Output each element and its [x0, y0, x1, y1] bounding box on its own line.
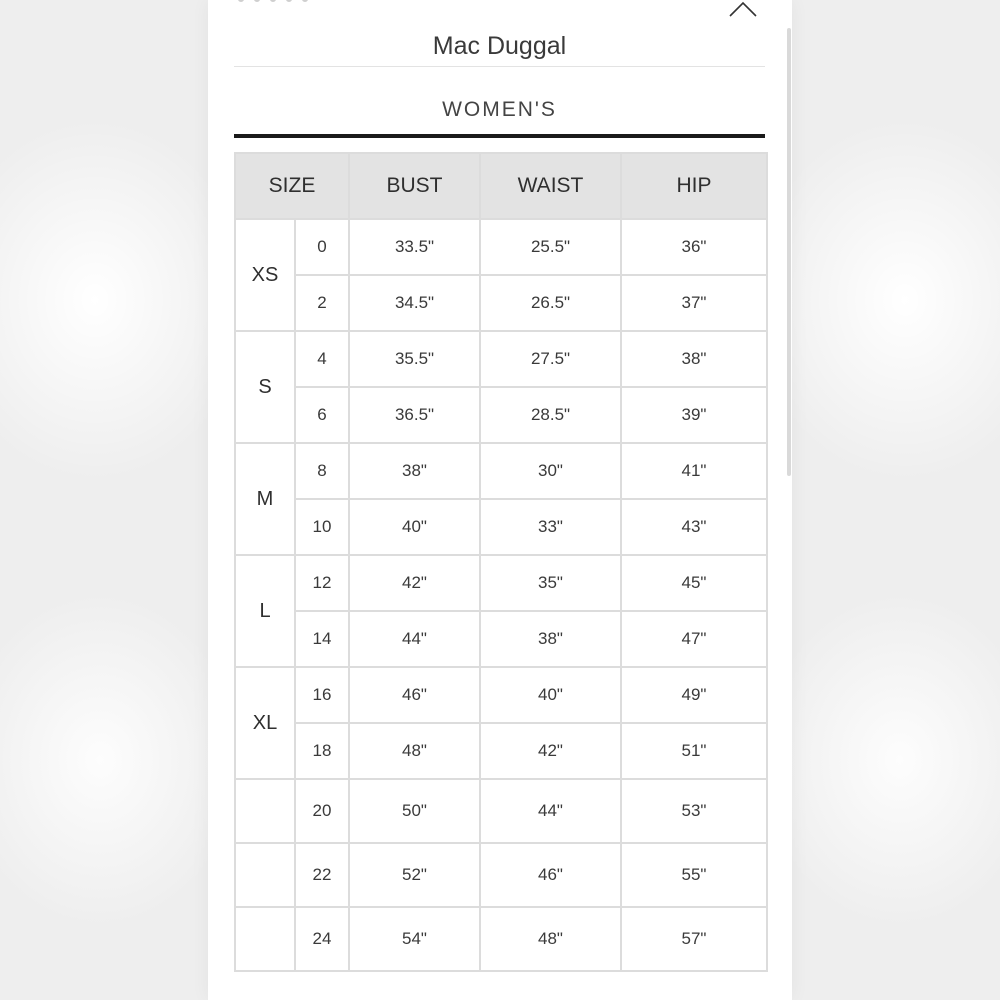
hip-value: 47"	[621, 611, 767, 667]
waist-value: 26.5"	[480, 275, 621, 331]
bust-value: 48"	[349, 723, 480, 779]
table-row	[235, 219, 767, 275]
bust-value: 44"	[349, 611, 480, 667]
table-row	[235, 275, 767, 331]
size-number: 20	[295, 779, 349, 843]
waist-value: 33"	[480, 499, 621, 555]
size-number: 8	[295, 443, 349, 499]
active-tab-indicator	[234, 134, 765, 138]
waist-value: 44"	[480, 779, 621, 843]
star-icon	[270, 0, 276, 2]
bust-value: 33.5"	[349, 219, 480, 275]
table-row	[235, 499, 767, 555]
hip-value: 49"	[621, 667, 767, 723]
size-label: M	[235, 443, 295, 555]
waist-value: 46"	[480, 843, 621, 907]
star-icon	[254, 0, 260, 2]
collapse-button[interactable]	[728, 0, 758, 20]
hip-value: 45"	[621, 555, 767, 611]
waist-value: 48"	[480, 907, 621, 971]
size-number: 4	[295, 331, 349, 387]
table-row	[235, 907, 767, 971]
rating-stars	[238, 0, 308, 2]
hip-value: 37"	[621, 275, 767, 331]
brand-name: Mac Duggal	[432, 32, 567, 60]
header-size: SIZE	[235, 153, 349, 219]
hip-value: 39"	[621, 387, 767, 443]
size-number: 14	[295, 611, 349, 667]
star-icon	[238, 0, 244, 2]
size-number: 16	[295, 667, 349, 723]
size-number: 18	[295, 723, 349, 779]
star-icon	[302, 0, 308, 2]
hip-value: 53"	[621, 779, 767, 843]
size-label: L	[235, 555, 295, 667]
waist-value: 42"	[480, 723, 621, 779]
waist-value: 38"	[480, 611, 621, 667]
bust-value: 40"	[349, 499, 480, 555]
bust-value: 42"	[349, 555, 480, 611]
bust-value: 34.5"	[349, 275, 480, 331]
bust-value: 38"	[349, 443, 480, 499]
waist-value: 25.5"	[480, 219, 621, 275]
table-row	[235, 779, 767, 843]
table-row	[235, 387, 767, 443]
size-label: XS	[235, 219, 295, 331]
table-row	[235, 443, 767, 499]
hip-value: 43"	[621, 499, 767, 555]
bust-value: 50"	[349, 779, 480, 843]
scrollbar[interactable]	[787, 28, 791, 476]
table-row	[235, 667, 767, 723]
hip-value: 41"	[621, 443, 767, 499]
bust-value: 35.5"	[349, 331, 480, 387]
size-number: 0	[295, 219, 349, 275]
size-chart-table	[234, 152, 768, 972]
size-label	[235, 907, 295, 971]
size-label	[235, 779, 295, 843]
hip-value: 38"	[621, 331, 767, 387]
hip-value: 36"	[621, 219, 767, 275]
waist-value: 40"	[480, 667, 621, 723]
waist-value: 27.5"	[480, 331, 621, 387]
bust-value: 46"	[349, 667, 480, 723]
header-bust: BUST	[349, 153, 480, 219]
header-waist: WAIST	[480, 153, 621, 219]
size-number: 22	[295, 843, 349, 907]
chevron-up-icon	[728, 0, 758, 20]
waist-value: 28.5"	[480, 387, 621, 443]
table-row	[235, 555, 767, 611]
size-label: XL	[235, 667, 295, 779]
divider	[234, 66, 765, 67]
size-label: S	[235, 331, 295, 443]
waist-value: 35"	[480, 555, 621, 611]
hip-value: 57"	[621, 907, 767, 971]
waist-value: 30"	[480, 443, 621, 499]
hip-value: 55"	[621, 843, 767, 907]
table-row	[235, 723, 767, 779]
size-number: 24	[295, 907, 349, 971]
star-icon	[286, 0, 292, 2]
size-number: 6	[295, 387, 349, 443]
tab-womens[interactable]: WOMEN'S	[442, 98, 557, 121]
header-hip: HIP	[621, 153, 767, 219]
size-label	[235, 843, 295, 907]
size-number: 10	[295, 499, 349, 555]
table-row	[235, 611, 767, 667]
bust-value: 52"	[349, 843, 480, 907]
bust-value: 54"	[349, 907, 480, 971]
size-number: 12	[295, 555, 349, 611]
size-number: 2	[295, 275, 349, 331]
bust-value: 36.5"	[349, 387, 480, 443]
table-row	[235, 843, 767, 907]
table-row	[235, 331, 767, 387]
hip-value: 51"	[621, 723, 767, 779]
